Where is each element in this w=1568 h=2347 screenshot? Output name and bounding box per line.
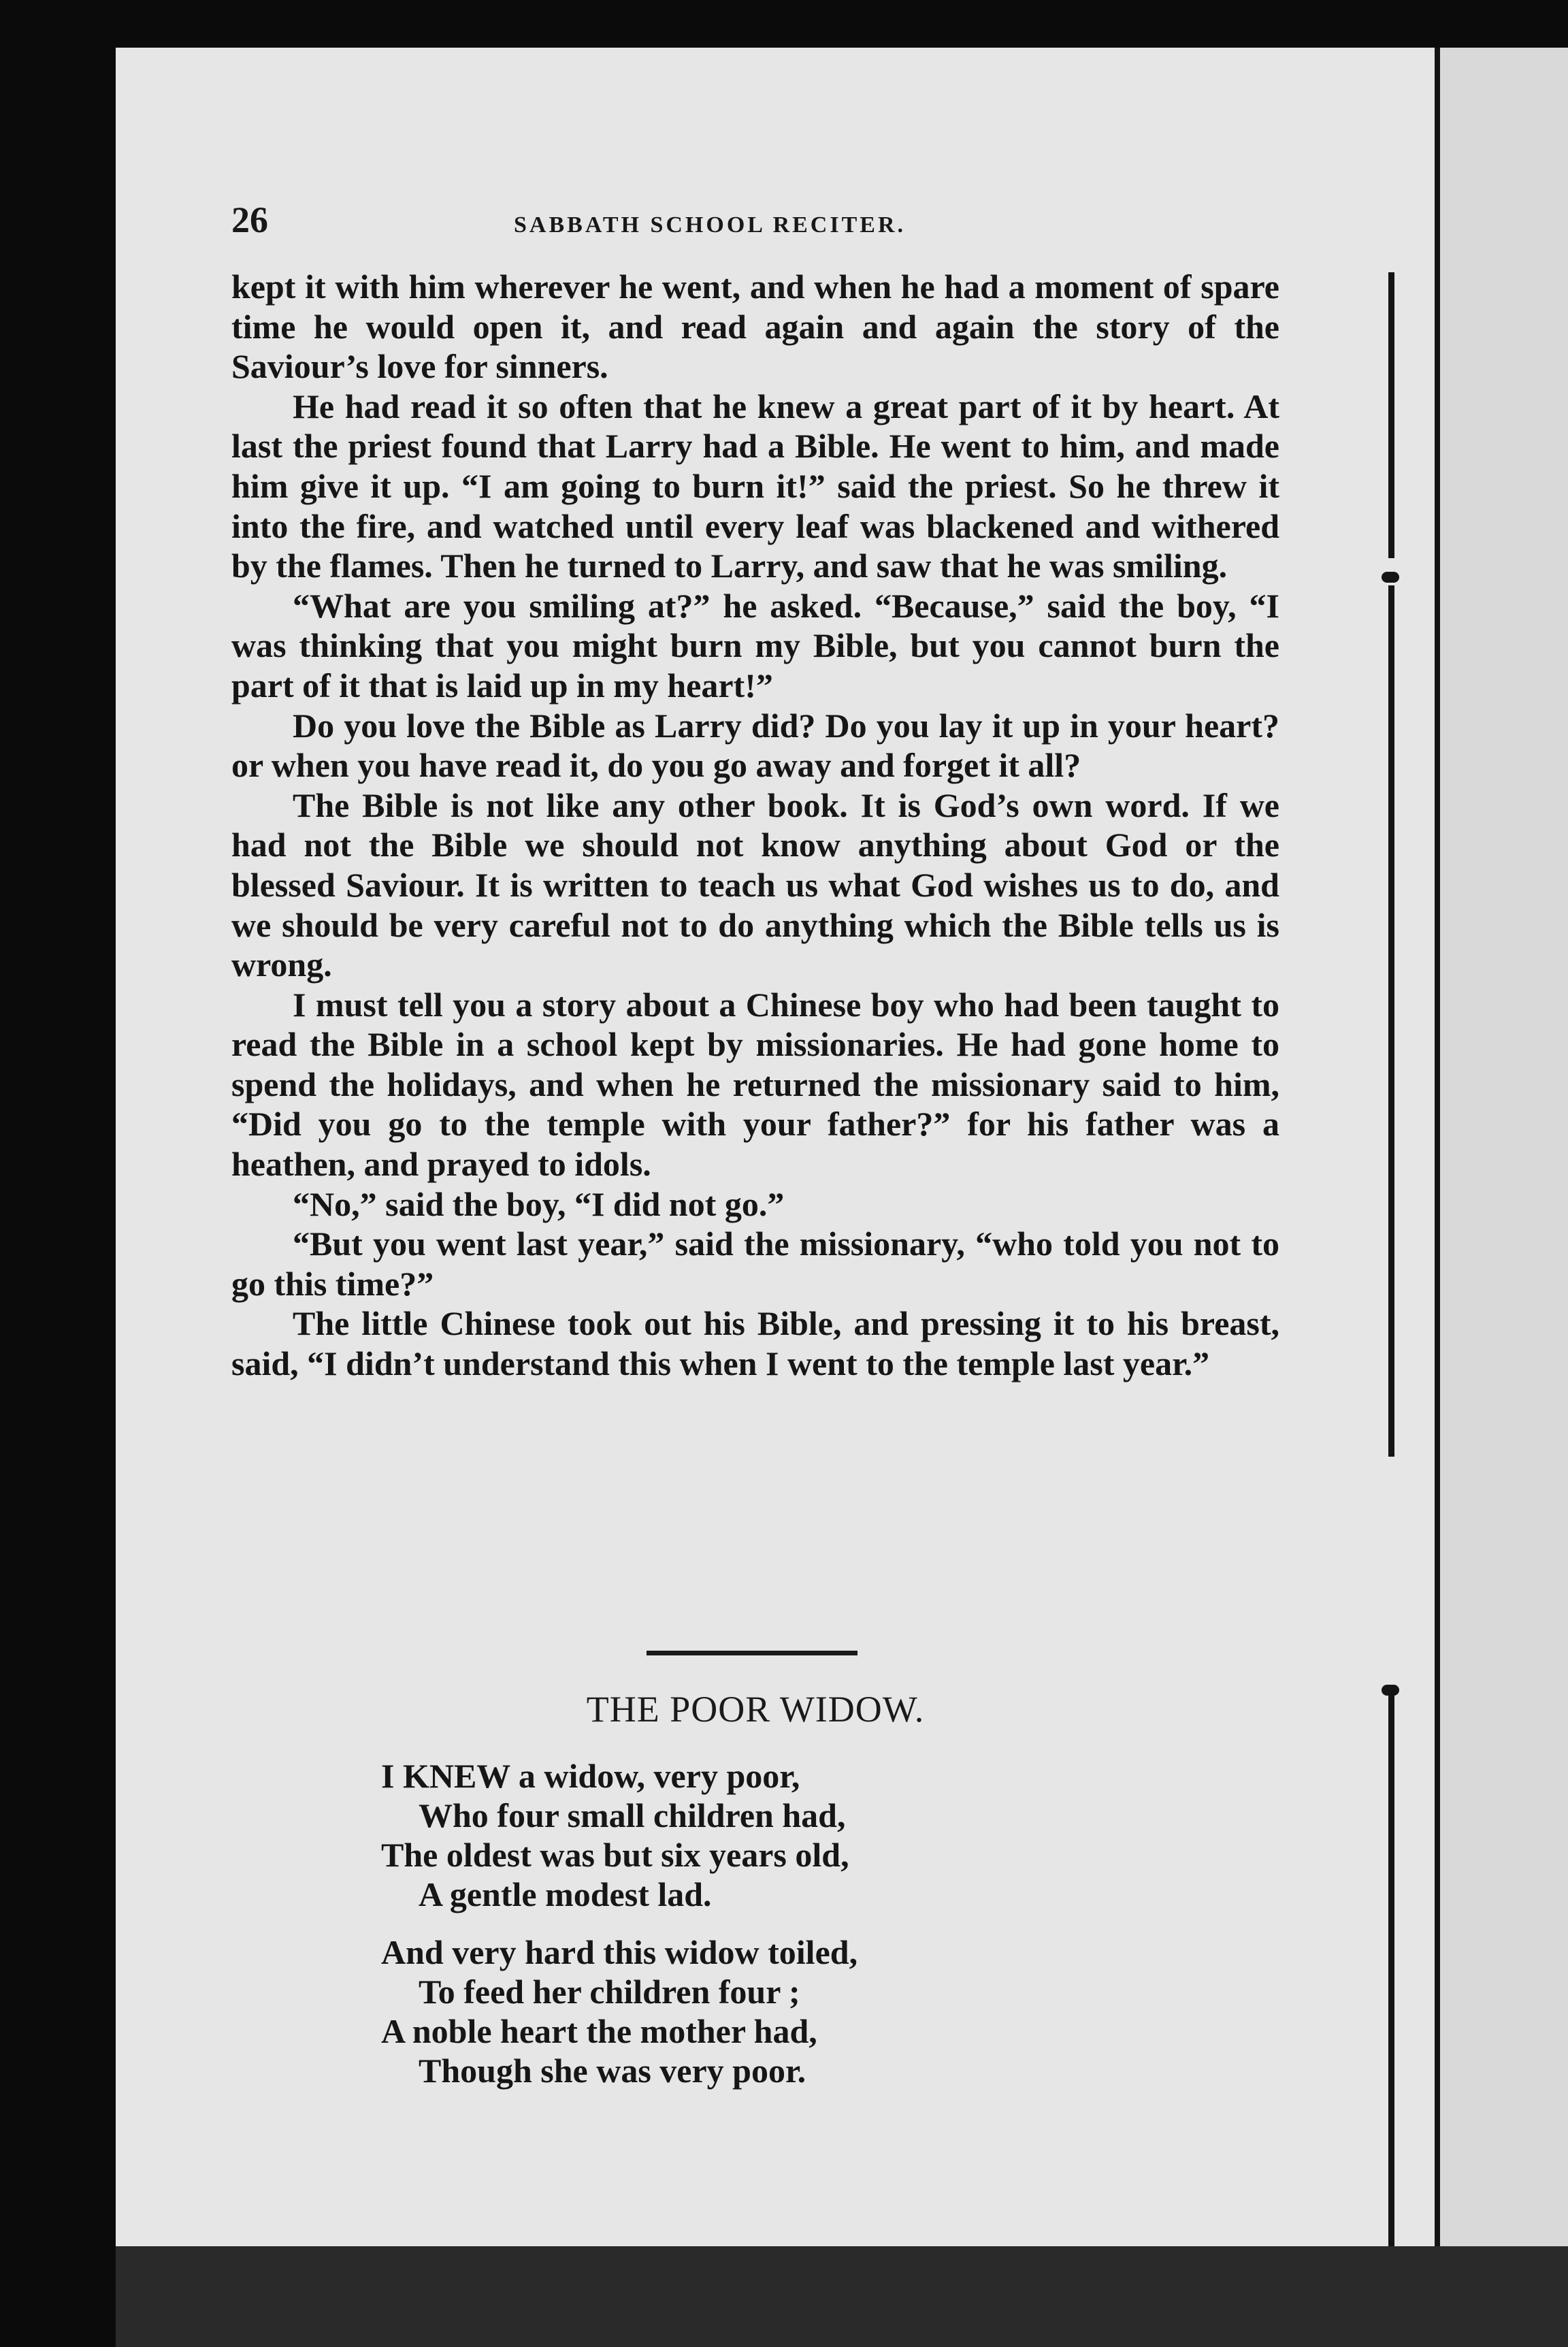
paragraph: The little Chinese took out his Bible, and pressing it to his breast, said, “I didn’t understand this when I went to the temple last year.” [231,1304,1279,1383]
body-text [231,267,1279,1384]
poem-line: The oldest was but six years old, [381,1836,849,1874]
poem-title: THE POOR WIDOW. [586,1689,925,1730]
scan-shadow [116,2246,1568,2347]
paragraph: “What are you smiling at?” he asked. “Because,” said the boy, “I was thinking that you might burn my Bible, but you cannot burn the part of it that is laid up in my heart!” [231,586,1279,705]
poem-stanza [381,1932,1130,2090]
facing-page-edge [1435,48,1568,2260]
page-header [231,199,1279,240]
margin-mark [1382,572,1399,583]
margin-binding-line [1388,1688,1394,2246]
running-head: SABBATH SCHOOL RECITER. [514,212,906,238]
paragraph: “No,” said the boy, “I did not go.” [293,1184,785,1223]
paragraph: He had read it so often that he knew a great part of it by heart. At last the priest found that Larry had a Bible. He went to him, and made him give it up. “I am going to burn it!” said the priest. So he threw it into the fire, and watched until every leaf was blackened and withered by the flames. Then he turned to Larry, and saw that he was smiling. [231,387,1279,585]
margin-binding-line [1388,585,1394,1457]
poem-line: Who four small children had, [419,1796,846,1834]
poem-line: A noble heart the mother had, [381,2012,817,2050]
paragraph: The Bible is not like any other book. It is God’s own word. If we had not the Bible we should not know anything about God or the blessed Saviour. It is written to teach us what God wishes us to do, and we should be very careful not to do anything which the Bible tells us is wrong. [231,786,1279,984]
poem [381,1756,1130,2109]
page-number: 26 [231,199,268,240]
poem-stanza [381,1756,1130,1914]
poem-line: I KNEW a widow, very poor, [381,1757,800,1795]
section-divider [647,1651,858,1655]
margin-binding-line [1388,272,1394,558]
paragraph: “But you went last year,” said the missionary, “who told you not to go this time?” [231,1225,1279,1303]
poem-line: Though she was very poor. [419,2052,806,2090]
margin-mark [1382,1685,1399,1696]
poem-line: A gentle modest lad. [419,1875,712,1913]
paragraph: Do you love the Bible as Larry did? Do you lay it up in your heart? or when you have read it, do you go away and forget it all? [231,706,1279,785]
poem-line: To feed her children four ; [419,1973,800,2011]
poem-line: And very hard this widow toiled, [381,1933,858,1971]
paragraph: kept it with him wherever he went, and when he had a moment of spare time he would open it, and read again and again the story of the Saviour’s love for sinners. [231,268,1279,386]
paragraph: I must tell you a story about a Chinese boy who had been taught to read the Bible in a school kept by missionaries. He had gone home to spend the holidays, and when he returned the missionary said to him, “Did you go to the temple with your father?” for his father was a heathen, and prayed to idols. [231,985,1279,1184]
